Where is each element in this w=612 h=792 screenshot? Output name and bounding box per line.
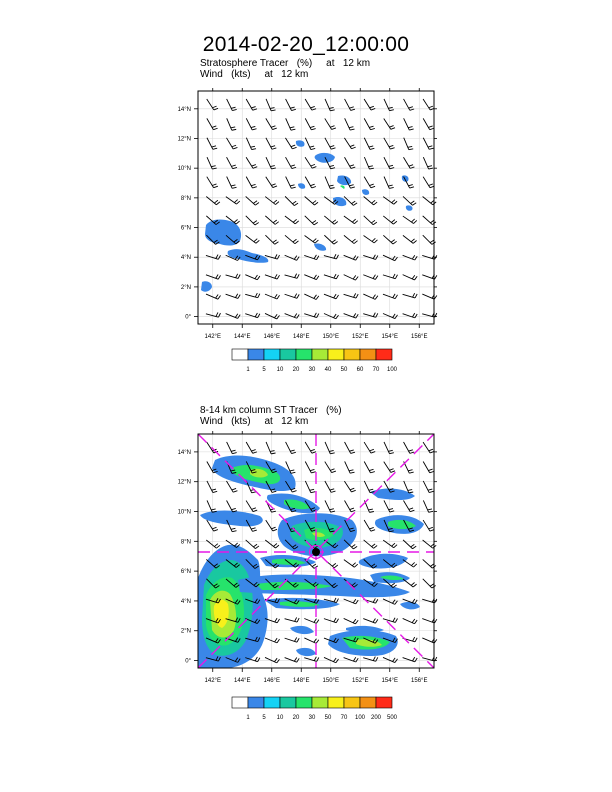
y-tick-label: 10°N bbox=[177, 166, 191, 173]
panel1-colorbar bbox=[232, 349, 398, 373]
panel2-title-line2: Wind (kts) at 12 km bbox=[200, 416, 309, 427]
colorbar-label: 70 bbox=[372, 367, 380, 373]
colorbar-label: 40 bbox=[324, 367, 332, 373]
y-tick-label: 6°N bbox=[180, 569, 191, 576]
colorbar-swatch bbox=[296, 697, 312, 708]
x-tick-label: 144°E bbox=[234, 334, 251, 340]
x-tick-label: 148°E bbox=[293, 678, 310, 684]
x-tick-label: 144°E bbox=[234, 678, 251, 684]
colorbar-label: 200 bbox=[370, 715, 382, 721]
x-tick-label: 150°E bbox=[322, 334, 339, 340]
colorbar-swatch bbox=[280, 697, 296, 708]
colorbar-swatch bbox=[344, 697, 360, 708]
figure-title: 2014-02-20_12:00:00 bbox=[202, 33, 410, 56]
colorbar-swatch bbox=[232, 697, 248, 708]
panel2-colorbar bbox=[232, 697, 398, 721]
x-tick-label: 146°E bbox=[263, 334, 280, 340]
y-tick-label: 6°N bbox=[180, 225, 191, 232]
x-tick-label: 146°E bbox=[263, 678, 280, 684]
colorbar-swatch bbox=[344, 349, 360, 360]
colorbar-label: 10 bbox=[276, 715, 284, 721]
colorbar-swatch bbox=[248, 697, 264, 708]
y-tick-label: 4°N bbox=[180, 598, 191, 605]
colorbar-swatch bbox=[264, 697, 280, 708]
colorbar-label: 50 bbox=[340, 367, 348, 373]
colorbar-swatch bbox=[328, 697, 344, 708]
colorbar-swatch bbox=[248, 349, 264, 360]
x-tick-label: 142°E bbox=[204, 678, 221, 684]
colorbar-label: 1 bbox=[246, 367, 250, 373]
colorbar-label: 20 bbox=[292, 367, 300, 373]
panel1-title-line1: Stratosphere Tracer (%) at 12 km bbox=[200, 58, 371, 69]
colorbar-label: 100 bbox=[354, 715, 366, 721]
colorbar-swatch bbox=[360, 697, 376, 708]
y-tick-label: 2°N bbox=[180, 284, 191, 291]
x-tick-label: 156°E bbox=[411, 334, 428, 340]
colorbar-swatch bbox=[328, 349, 344, 360]
colorbar-swatch bbox=[232, 349, 248, 360]
colorbar-label: 1 bbox=[246, 715, 250, 721]
y-tick-label: 14°N bbox=[177, 449, 191, 456]
colorbar-swatch bbox=[376, 349, 392, 360]
colorbar-label: 10 bbox=[276, 367, 284, 373]
colorbar-label: 20 bbox=[292, 715, 300, 721]
y-tick-label: 10°N bbox=[177, 509, 191, 516]
y-tick-label: 12°N bbox=[177, 136, 191, 143]
panel1-map bbox=[178, 88, 437, 340]
colorbar-label: 100 bbox=[386, 367, 398, 373]
x-tick-label: 142°E bbox=[204, 334, 221, 340]
x-tick-label: 154°E bbox=[381, 678, 398, 684]
colorbar-label: 30 bbox=[308, 715, 316, 721]
panel2-map bbox=[178, 431, 437, 684]
colorbar-swatch bbox=[264, 349, 280, 360]
colorbar-label: 50 bbox=[324, 715, 332, 721]
y-tick-label: 8°N bbox=[180, 539, 191, 546]
colorbar-swatch bbox=[312, 697, 328, 708]
colorbar-label: 500 bbox=[386, 715, 398, 721]
colorbar-label: 30 bbox=[308, 367, 316, 373]
colorbar-label: 70 bbox=[340, 715, 348, 721]
x-tick-label: 154°E bbox=[381, 334, 398, 340]
colorbar-swatch bbox=[312, 349, 328, 360]
y-tick-label: 0° bbox=[185, 314, 191, 321]
colorbar-swatch bbox=[376, 697, 392, 708]
y-tick-label: 14°N bbox=[177, 106, 191, 113]
y-tick-label: 4°N bbox=[180, 255, 191, 262]
x-tick-label: 148°E bbox=[293, 334, 310, 340]
colorbar-swatch bbox=[296, 349, 312, 360]
y-tick-label: 8°N bbox=[180, 195, 191, 202]
colorbar-label: 5 bbox=[262, 715, 266, 721]
panel1-title-line2: Wind (kts) at 12 km bbox=[200, 69, 309, 80]
y-tick-label: 12°N bbox=[177, 479, 191, 486]
panel2-title-line1: 8-14 km column ST Tracer (%) bbox=[200, 405, 342, 416]
x-tick-label: 150°E bbox=[322, 678, 339, 684]
x-tick-label: 152°E bbox=[352, 334, 369, 340]
x-tick-label: 152°E bbox=[352, 678, 369, 684]
colorbar-swatch bbox=[360, 349, 376, 360]
x-tick-label: 156°E bbox=[411, 678, 428, 684]
colorbar-swatch bbox=[280, 349, 296, 360]
colorbar-label: 60 bbox=[356, 367, 364, 373]
y-tick-label: 0° bbox=[185, 658, 191, 665]
colorbar-label: 5 bbox=[262, 367, 266, 373]
y-tick-label: 2°N bbox=[180, 628, 191, 635]
